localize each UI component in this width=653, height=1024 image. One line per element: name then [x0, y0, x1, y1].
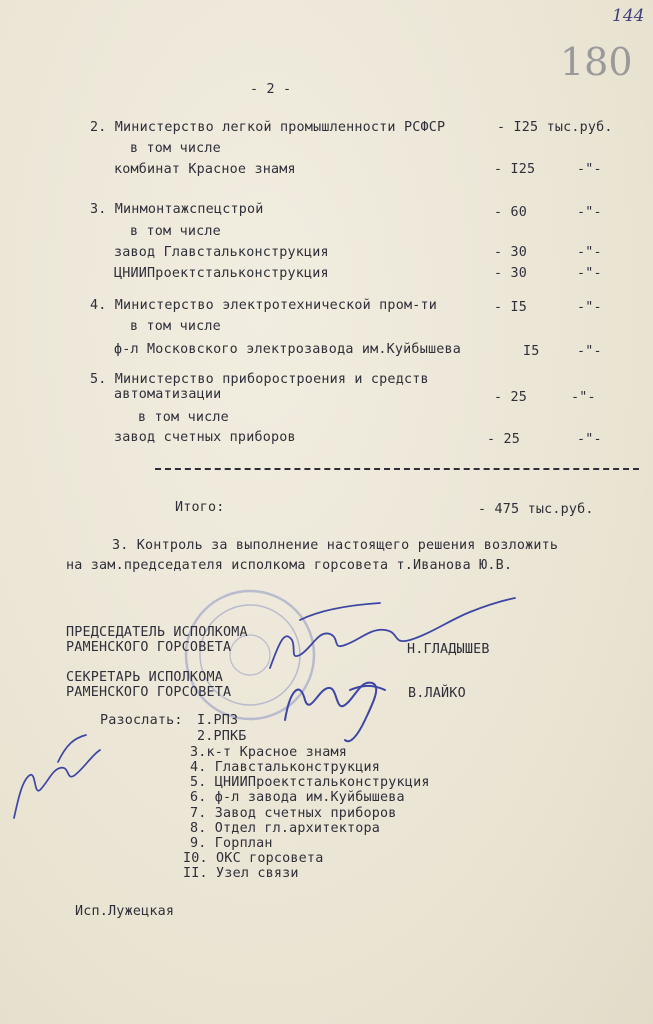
distribution-label: Разослать: [100, 713, 183, 728]
item-glavstal-amount: - 30 [494, 245, 528, 260]
item-krasnoe-znamya: комбинат Красное знамя [114, 162, 296, 177]
item-kuibyshev-unit: -"- [577, 344, 602, 359]
item-schetnye-unit: -"- [577, 432, 602, 447]
item-schetnye-amount: - 25 [487, 432, 521, 447]
item-glavstal-unit: -"- [577, 245, 602, 260]
section-3-sub: в том числе [130, 224, 221, 239]
item-cnii: ЦНИИПроектстальконструкция [114, 266, 329, 281]
chair-title-l2: РАМЕНСКОГО ГОРСОВЕТА [66, 640, 232, 655]
signature-margin [14, 735, 100, 818]
distribution-item: 2.РПКБ [197, 729, 247, 744]
section-2-amount: - I25 тыс.руб. [497, 120, 613, 135]
paragraph-3-line2: на зам.председателя исполкома горсовета т.Иванова Ю.В. [66, 558, 513, 573]
item-cnii-unit: -"- [577, 266, 602, 281]
section-5-amount: - 25 [494, 390, 528, 405]
section-5-title2: автоматизации [114, 387, 222, 402]
distribution-item: 3.к-т Красное знамя [190, 745, 347, 760]
section-3-unit: -"- [577, 205, 602, 220]
executor: Исп.Лужецкая [75, 904, 175, 919]
secretary-title-l1: СЕКРЕТАРЬ ИСПОЛКОМА [66, 670, 223, 685]
section-4-sub: в том числе [130, 319, 221, 334]
distribution-item: I0. ОКС горсовета [183, 851, 324, 866]
item-kuibyshev-amount: I5 [523, 344, 540, 359]
section-5-title: 5. Министерство приборостроения и средств [90, 372, 429, 387]
distribution-item: 7. Завод счетных приборов [190, 806, 397, 821]
page-number: - 2 - [250, 82, 292, 97]
paragraph-3-line1: 3. Контроль за выполнение настоящего решения возложить [112, 538, 559, 553]
distribution-item: 8. Отдел гл.архитектора [190, 821, 381, 836]
item-schetnye: завод счетных приборов [114, 430, 296, 445]
item-kuibyshev: ф-л Московского электрозавода им.Куйбышева [114, 342, 461, 357]
distribution-item: II. Узел связи [183, 866, 299, 881]
secretary-name: В.ЛАЙКО [408, 686, 466, 701]
item-krasnoe-znamya-unit: -"- [577, 162, 602, 177]
section-5-unit: -"- [571, 390, 596, 405]
section-3-title: 3. Минмонтажспецстрой [90, 202, 264, 217]
total-label: Итого: [175, 500, 225, 515]
section-3-amount: - 60 [494, 205, 528, 220]
distribution-item: 4. Главстальконструкция [190, 760, 381, 775]
distribution-item: I.РПЗ [197, 713, 239, 728]
section-2-title: 2. Министерство легкой промышленности РСФСР [90, 120, 446, 135]
distribution-item: 5. ЦНИИПроектстальконструкция [190, 775, 430, 790]
section-2-sub: в том числе [130, 141, 221, 156]
item-glavstal: завод Главстальконструкция [114, 245, 329, 260]
chair-name: Н.ГЛАДЫШЕВ [407, 642, 490, 657]
total-amount: - 475 тыс.руб. [478, 502, 594, 517]
item-cnii-amount: - 30 [494, 266, 528, 281]
section-4-title: 4. Министерство электротехнической пром-ти [90, 298, 437, 313]
section-5-sub: в том числе [138, 410, 229, 425]
item-krasnoe-znamya-amount: - I25 [494, 162, 536, 177]
archive-number-top: 144 [612, 6, 645, 26]
distribution-item: 6. ф-л завода им.Куйбышева [190, 790, 405, 805]
distribution-item: 9. Горплан [190, 836, 273, 851]
secretary-title-l2: РАМЕНСКОГО ГОРСОВЕТА [66, 685, 232, 700]
chair-title-l1: ПРЕДСЕДАТЕЛЬ ИСПОЛКОМА [66, 625, 248, 640]
section-4-amount: - I5 [494, 300, 528, 315]
section-4-unit: -"- [577, 300, 602, 315]
signature-secretary [285, 683, 385, 742]
archive-number-large: 180 [560, 40, 633, 84]
